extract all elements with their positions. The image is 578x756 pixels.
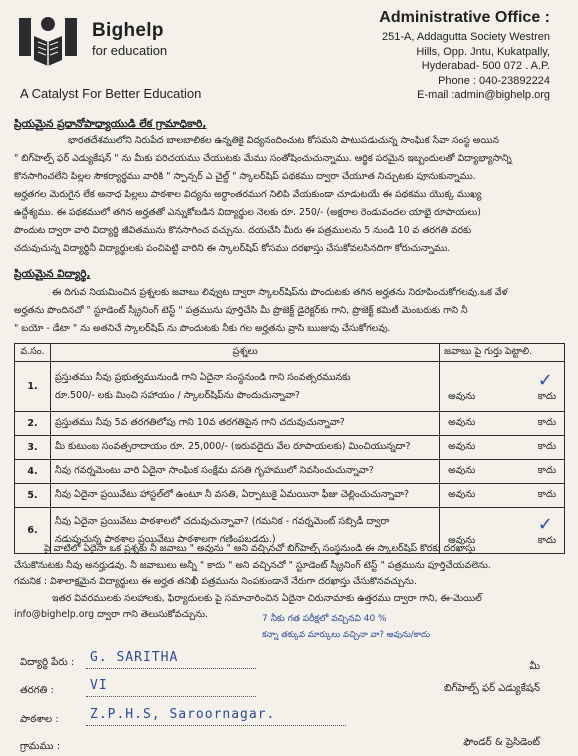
question-cell: మీ కుటుంబ సంవత్సరాదాయం రూ. 25,000/- (ఇరువదైదు వేల రూపాయలకు) మించియున్నదా? xyxy=(50,436,439,460)
paragraph-line: ఈ దిగువ నియమించిన ప్రశ్నలకు జవాబు లివ్వుట ద్వారా స్కాలర్‌షిప్‌ను పొందుటకు తగిన అర్హతను నిరూపించుకోగలవు.ఒక వేళ xyxy=(52,287,508,298)
eligibility-table xyxy=(14,343,565,554)
paragraph-line: భారతదేశములోని నిరుపేద బాలబాలికల ఉన్నతికై విద్యనందించుట కోసమని పాటుపడుచున్న సాంఘిక సేవా సంస్థ అయిన xyxy=(68,135,499,146)
salutation-student: ప్రియమైన విద్యార్థి, xyxy=(14,268,91,280)
brand-block xyxy=(92,20,167,58)
row-number: 2. xyxy=(15,412,51,436)
signature-title: ఫౌండర్ & ప్రెసిడెంట్ xyxy=(463,737,540,748)
field-underline xyxy=(86,668,256,669)
brand-subtitle: for education xyxy=(92,43,168,58)
answer-yes[interactable]: అవును xyxy=(448,390,476,402)
office-line: 251-A, Addagutta Society Westren xyxy=(382,31,550,43)
table-row xyxy=(15,484,565,508)
column-header-answer: జవాబు పై గుర్తు పెట్టాలి. xyxy=(440,344,565,362)
table-row xyxy=(15,436,565,460)
table-header-row xyxy=(15,344,565,362)
question-line: నీవు ఏదైనా ప్రయివేటు పాఠశాలలో చదువుచున్నావా? (గమనిక - గవర్నమెంట్ సబ్సిడీ ద్వారా xyxy=(54,515,390,527)
row-number: 4. xyxy=(15,460,51,484)
village-label: గ్రామము : xyxy=(20,741,61,752)
question-cell xyxy=(50,362,439,412)
class-value[interactable]: VI xyxy=(90,678,108,693)
table-row xyxy=(15,362,565,412)
office-title: Administrative Office : xyxy=(379,9,550,26)
question-cell: నీవు ఏదైనా ప్రయివేటు హాస్టల్‌లో ఉంటూ నీ వసతి, ఏర్పాటుకై ఏమయినా ఫీజు చెల్లించుచున్నావా? xyxy=(50,484,439,508)
instructions-paragraph xyxy=(14,541,564,624)
school-label: పాఠశాల : xyxy=(20,714,59,725)
paragraph-line: చదువుచున్న విద్యార్థినీ విద్యార్థులకు పంచిపెట్టి వారిని ఈ స్కాలర్‌షిప్ కోసము దరఖాస్తు చేసుకోవలసినదిగా కోరుచున్నాము. xyxy=(14,243,451,254)
field-underline xyxy=(86,696,256,697)
answer-no-label: కాదు xyxy=(537,390,556,402)
paragraph-line: ఇతర వివరములకు సలహాలకు, ఫిర్యాదులకు పై సమాచారించిన ఏదైనా చిరునామాకు ఉత్తరము ద్వారా గాని, ఈ-మెయిల్ xyxy=(52,592,482,604)
tagline: A Catalyst For Better Education xyxy=(20,86,202,101)
field-underline xyxy=(86,725,346,726)
paragraph-line: అర్హతగల మెరుగైన లేక అనాధ పిల్లలు పాఠశాల విద్యను అర్ధాంతరముగ నిలిపి వేయకుండా చూడుటయే ఈ పథకము యొక్క ముఖ్య xyxy=(14,189,482,200)
question-line: ప్రస్తుతము నీవు ప్రభుత్వమునుండి గాని ఏదైనా సంస్థనుండి గాని సంవత్సరమునకు xyxy=(54,371,351,383)
check-mark-icon: ✓ xyxy=(537,513,553,535)
question-cell: నీవు గవర్నమెంటు వారి ఏదైనా సాంఘిక సంక్షేమ వసతి గృహములో నివసించుచున్నావా? xyxy=(50,460,439,484)
answer-no[interactable] xyxy=(538,370,556,404)
row-number: 3. xyxy=(15,436,51,460)
paragraph-line: చేసుకొనుటకు నీవు అనర్హుడవు. నీ జవాబులు అన్నీ " కాదు " అని వచ్చినచో " స్టూడెంట్ స్క్రీనింగ్ టెస్ట్ " పత్రమును పూర్తిచేయవలెను. xyxy=(14,559,491,571)
answer-cell[interactable] xyxy=(440,436,565,460)
handwritten-note: కన్నా తక్కువ మార్కులు వచ్చినా వా? అవును/కాదు xyxy=(262,630,431,640)
column-header-question: ప్రశ్నలు xyxy=(50,344,439,362)
table-row xyxy=(15,412,565,436)
salutation-headmaster: ప్రియమైన ప్రధానోపాధ్యాయుడి లేక గ్రామాధికారి, xyxy=(14,118,207,130)
answer-no[interactable]: కాదు xyxy=(537,417,556,428)
signature-closing: మీ xyxy=(529,661,540,672)
answer-no[interactable]: కాదు xyxy=(537,441,556,452)
question-line: రూ.500/- లకు మించి సహాయం / స్కాలర్‌షిప్‌ను పొందుచున్నావా? xyxy=(54,389,300,401)
paragraph-line: ఉద్దేశ్యము. ఈ పథకములో తగిన అర్హతతో ఎన్నుకోబడిన విద్యార్థుల నెలకు రూ. 250/- (అక్షరాల రెండువందల యాభై రూపాయలు) xyxy=(14,207,481,218)
answer-cell[interactable] xyxy=(440,412,565,436)
row-number: 5. xyxy=(15,484,51,508)
brand-name: Bighelp xyxy=(92,20,164,41)
paragraph-line: కొనసాగించలేని పిల్లల సౌకర్యార్థము వారికి " స్పాన్సర్ ఎ చైల్డ్ " స్కాలర్‌షిప్ పథకము ద్వారా చేయూత నిచ్చుటకు పూనుకున్నాము. xyxy=(14,171,476,182)
table-row xyxy=(15,460,565,484)
intro-paragraph xyxy=(14,132,564,258)
office-line: Hyderabad- 500 072 . A.P. xyxy=(421,60,550,72)
answer-no[interactable]: కాదు xyxy=(537,465,556,476)
class-label: తరగతి : xyxy=(20,685,54,696)
question-line: నడుపుచున్న పాఠశాల ప్రయివేటు పాఠశాలగా గణింపబడదు.) xyxy=(54,533,276,545)
answer-no[interactable]: కాదు xyxy=(537,489,556,500)
paragraph-line: info@bighelp.org ద్వారా గాని తెలుసుకోవచ్చును. xyxy=(14,609,209,620)
student-name-label: విద్యార్థి పేరు : xyxy=(20,657,75,668)
paragraph-line: " బిగ్‌హెల్ప్ ఫర్ ఎడ్యుకేషన్ " ను మీకు పరిచయము చేయుటకు మేము సంతోషించుచున్నాము. ఆర్థిక పరమైన ఇబ్బందులతో విద్యాభ్యాసాన్ని xyxy=(14,153,512,164)
answer-yes[interactable]: అవును xyxy=(448,441,476,452)
signature-organization: బిగ్‌హెల్ప్ ఫర్ ఎడ్యుకేషన్ xyxy=(443,683,540,694)
paragraph-line: " బయో - డేటా " ను అతనిచే స్కాలర్‌షిప్ ను పొందుటకు నీకు గల అర్హతను వ్రాసి ఋజువు చేసుకోగలవు. xyxy=(14,323,391,334)
paragraph-line: అర్హతను పొందినచో " స్టూడెంట్ స్క్రీనింగ్ టెస్ట్ " పత్రమును పూర్తిచేసి మీ ప్రొజెక్ట్ డైరెక్టర్‌కు గాని, ప్రొజెక్ట్ కమిటీ మెంబరుకు గాని నీ xyxy=(14,305,468,316)
answer-cell[interactable] xyxy=(440,362,565,412)
paragraph-line: గమనిక : విశాలాక్షమైన విద్యార్థులు ఈ అర్హత తనిఖీ పత్రమును నింపకుండానే నేరుగా దరఖాస్తు చేసుకొనవచ్చును. xyxy=(14,576,417,587)
office-address xyxy=(360,8,550,103)
column-header-sno: వ.సం. xyxy=(15,344,51,362)
office-phone: Phone : 040-23892224 xyxy=(438,74,550,87)
answer-yes[interactable]: అవును xyxy=(448,534,476,546)
answer-cell[interactable] xyxy=(440,460,565,484)
row-number: 6. xyxy=(15,508,51,554)
row-number: 1. xyxy=(15,362,51,412)
paragraph-line: పొందుట ద్వారా వారి విద్యార్థి జీవితమును కొనసాగించ వచ్చును. దయచేసి మీరు ఈ పత్రములను 5 నుండి 10 వ తరగతి వరకు xyxy=(14,225,472,236)
office-line: Hills, Opp. Jntu, Kukatpally, xyxy=(416,45,550,58)
question-cell: ప్రస్తుతము నీవు 5వ తరగతిలోపు గాని 10వ తరగతిపైన గాని చదువుచున్నావా? xyxy=(50,412,439,436)
answer-no-label: కాదు xyxy=(537,534,556,546)
answer-yes[interactable]: అవును xyxy=(448,417,476,428)
check-mark-icon: ✓ xyxy=(537,369,553,391)
paragraph-line: పై వాటిలో ఏదైనా ఒక ప్రశ్నకు నీ జవాబు " అవును " అని వచ్చినచో బిగ్‌హెల్ప్ సంస్థనుండి ఈ స్కాలర్‌షిప్ కొరకు దరఖాస్తు xyxy=(44,543,476,554)
student-paragraph xyxy=(14,284,564,338)
handwritten-note: 7 నీకు గత పరీక్షలో వచ్చినవి 40 % xyxy=(262,614,387,624)
school-value[interactable]: Z.P.H.S, Saroornagar. xyxy=(90,707,276,722)
bighelp-logo xyxy=(18,12,78,70)
student-name-value[interactable]: G. SARITHA xyxy=(90,650,179,665)
answer-yes[interactable]: అవును xyxy=(448,489,476,500)
answer-cell[interactable] xyxy=(440,484,565,508)
office-email: E-mail :admin@bighelp.org xyxy=(417,89,550,101)
answer-yes[interactable]: అవును xyxy=(448,465,476,476)
